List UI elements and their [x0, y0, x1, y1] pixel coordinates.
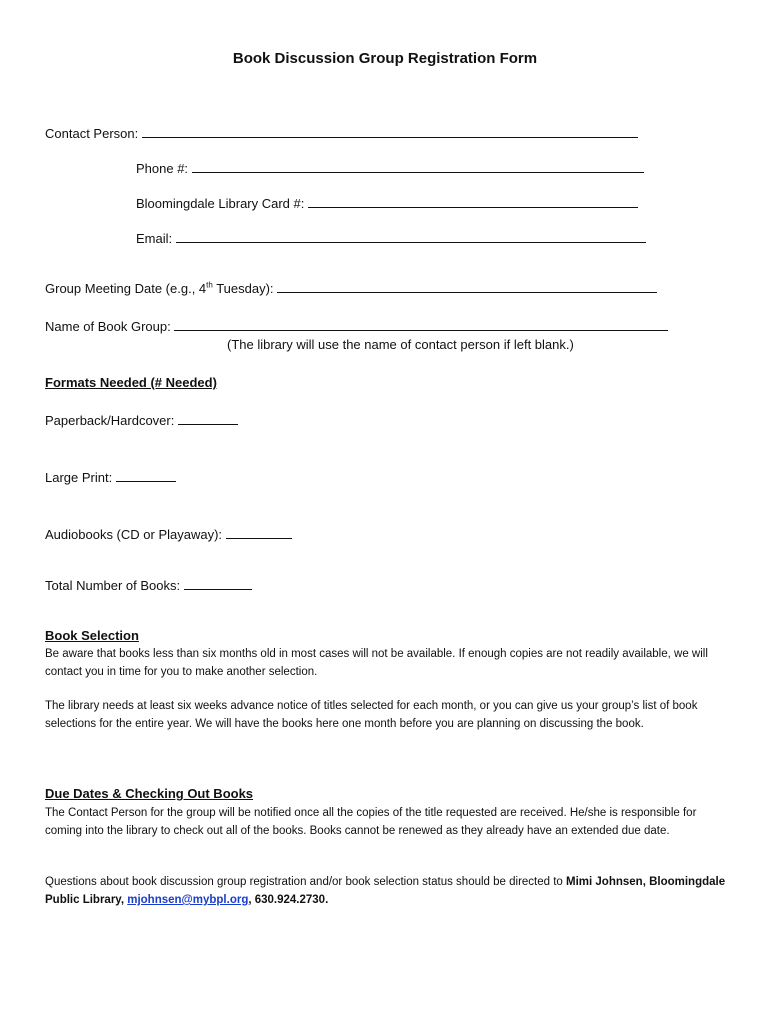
large-print-row: [45, 469, 176, 485]
contact-phone: , 630.924.2730.: [248, 894, 329, 906]
group-name-label: Name of Book Group:: [45, 319, 171, 334]
paperback-row: [45, 412, 238, 428]
library-card-row: [136, 195, 638, 211]
audiobooks-field[interactable]: [226, 526, 292, 539]
email-row: [136, 230, 646, 246]
large-print-label: Large Print:: [45, 470, 113, 485]
contact-person-label: Contact Person:: [45, 126, 139, 141]
group-name-note: (The library will use the name of contact person if left blank.): [227, 337, 574, 352]
total-books-label: Total Number of Books:: [45, 578, 181, 593]
book-selection-para-2: The library needs at least six weeks advance notice of titles selected for each month, or you can give us your group’s list of book selections for the entire year. We will have the books here one month before you are planning on discussing the book.: [45, 700, 698, 730]
formats-heading: Formats Needed (# Needed): [45, 375, 217, 390]
large-print-field[interactable]: [116, 469, 176, 482]
library-card-field[interactable]: [308, 195, 638, 208]
meeting-date-label: Group Meeting Date (e.g., 4th Tuesday):: [45, 280, 274, 296]
total-books-field[interactable]: [184, 577, 252, 590]
library-card-label: Bloomingdale Library Card #:: [136, 196, 305, 211]
meeting-date-field[interactable]: [277, 280, 657, 293]
phone-row: [136, 160, 644, 176]
due-dates-heading: Due Dates & Checking Out Books: [45, 786, 254, 801]
group-name-field[interactable]: [174, 318, 668, 331]
contact-name: Mimi Johnsen, Bloomingdale Public Library,: [45, 876, 726, 906]
phone-field[interactable]: [192, 160, 644, 173]
paperback-field[interactable]: [178, 412, 238, 425]
paperback-label: Paperback/Hardcover:: [45, 413, 175, 428]
book-selection-para-1: Be aware that books less than six months old in most cases will not be available. If enough copies are not readily available, we will contact you in time for you to make another selection.: [45, 648, 708, 678]
questions-para: [45, 873, 735, 909]
form-title: Book Discussion Group Registration Form: [232, 50, 538, 67]
contact-email-link[interactable]: mjohnsen@mybpl.org: [127, 894, 249, 906]
contact-person-row: [45, 125, 638, 141]
audiobooks-row: [45, 526, 292, 542]
total-books-row: [45, 577, 252, 593]
phone-label: Phone #:: [136, 161, 189, 176]
contact-person-field[interactable]: [142, 125, 638, 138]
group-name-row: [45, 318, 668, 334]
email-field[interactable]: [176, 230, 646, 243]
book-selection-heading: Book Selection: [45, 628, 139, 643]
questions-text: Questions about book discussion group registration and/or book selection status should be directed to: [45, 876, 567, 888]
email-label: Email:: [136, 231, 173, 246]
audiobooks-label: Audiobooks (CD or Playaway):: [45, 527, 223, 542]
meeting-date-row: [45, 280, 657, 296]
due-dates-para: The Contact Person for the group will be notified once all the copies of the title requested are received. He/she is responsible for coming into the library to check out all of the books. Books cannot be renewed as they already have an extended due date.: [45, 807, 697, 837]
